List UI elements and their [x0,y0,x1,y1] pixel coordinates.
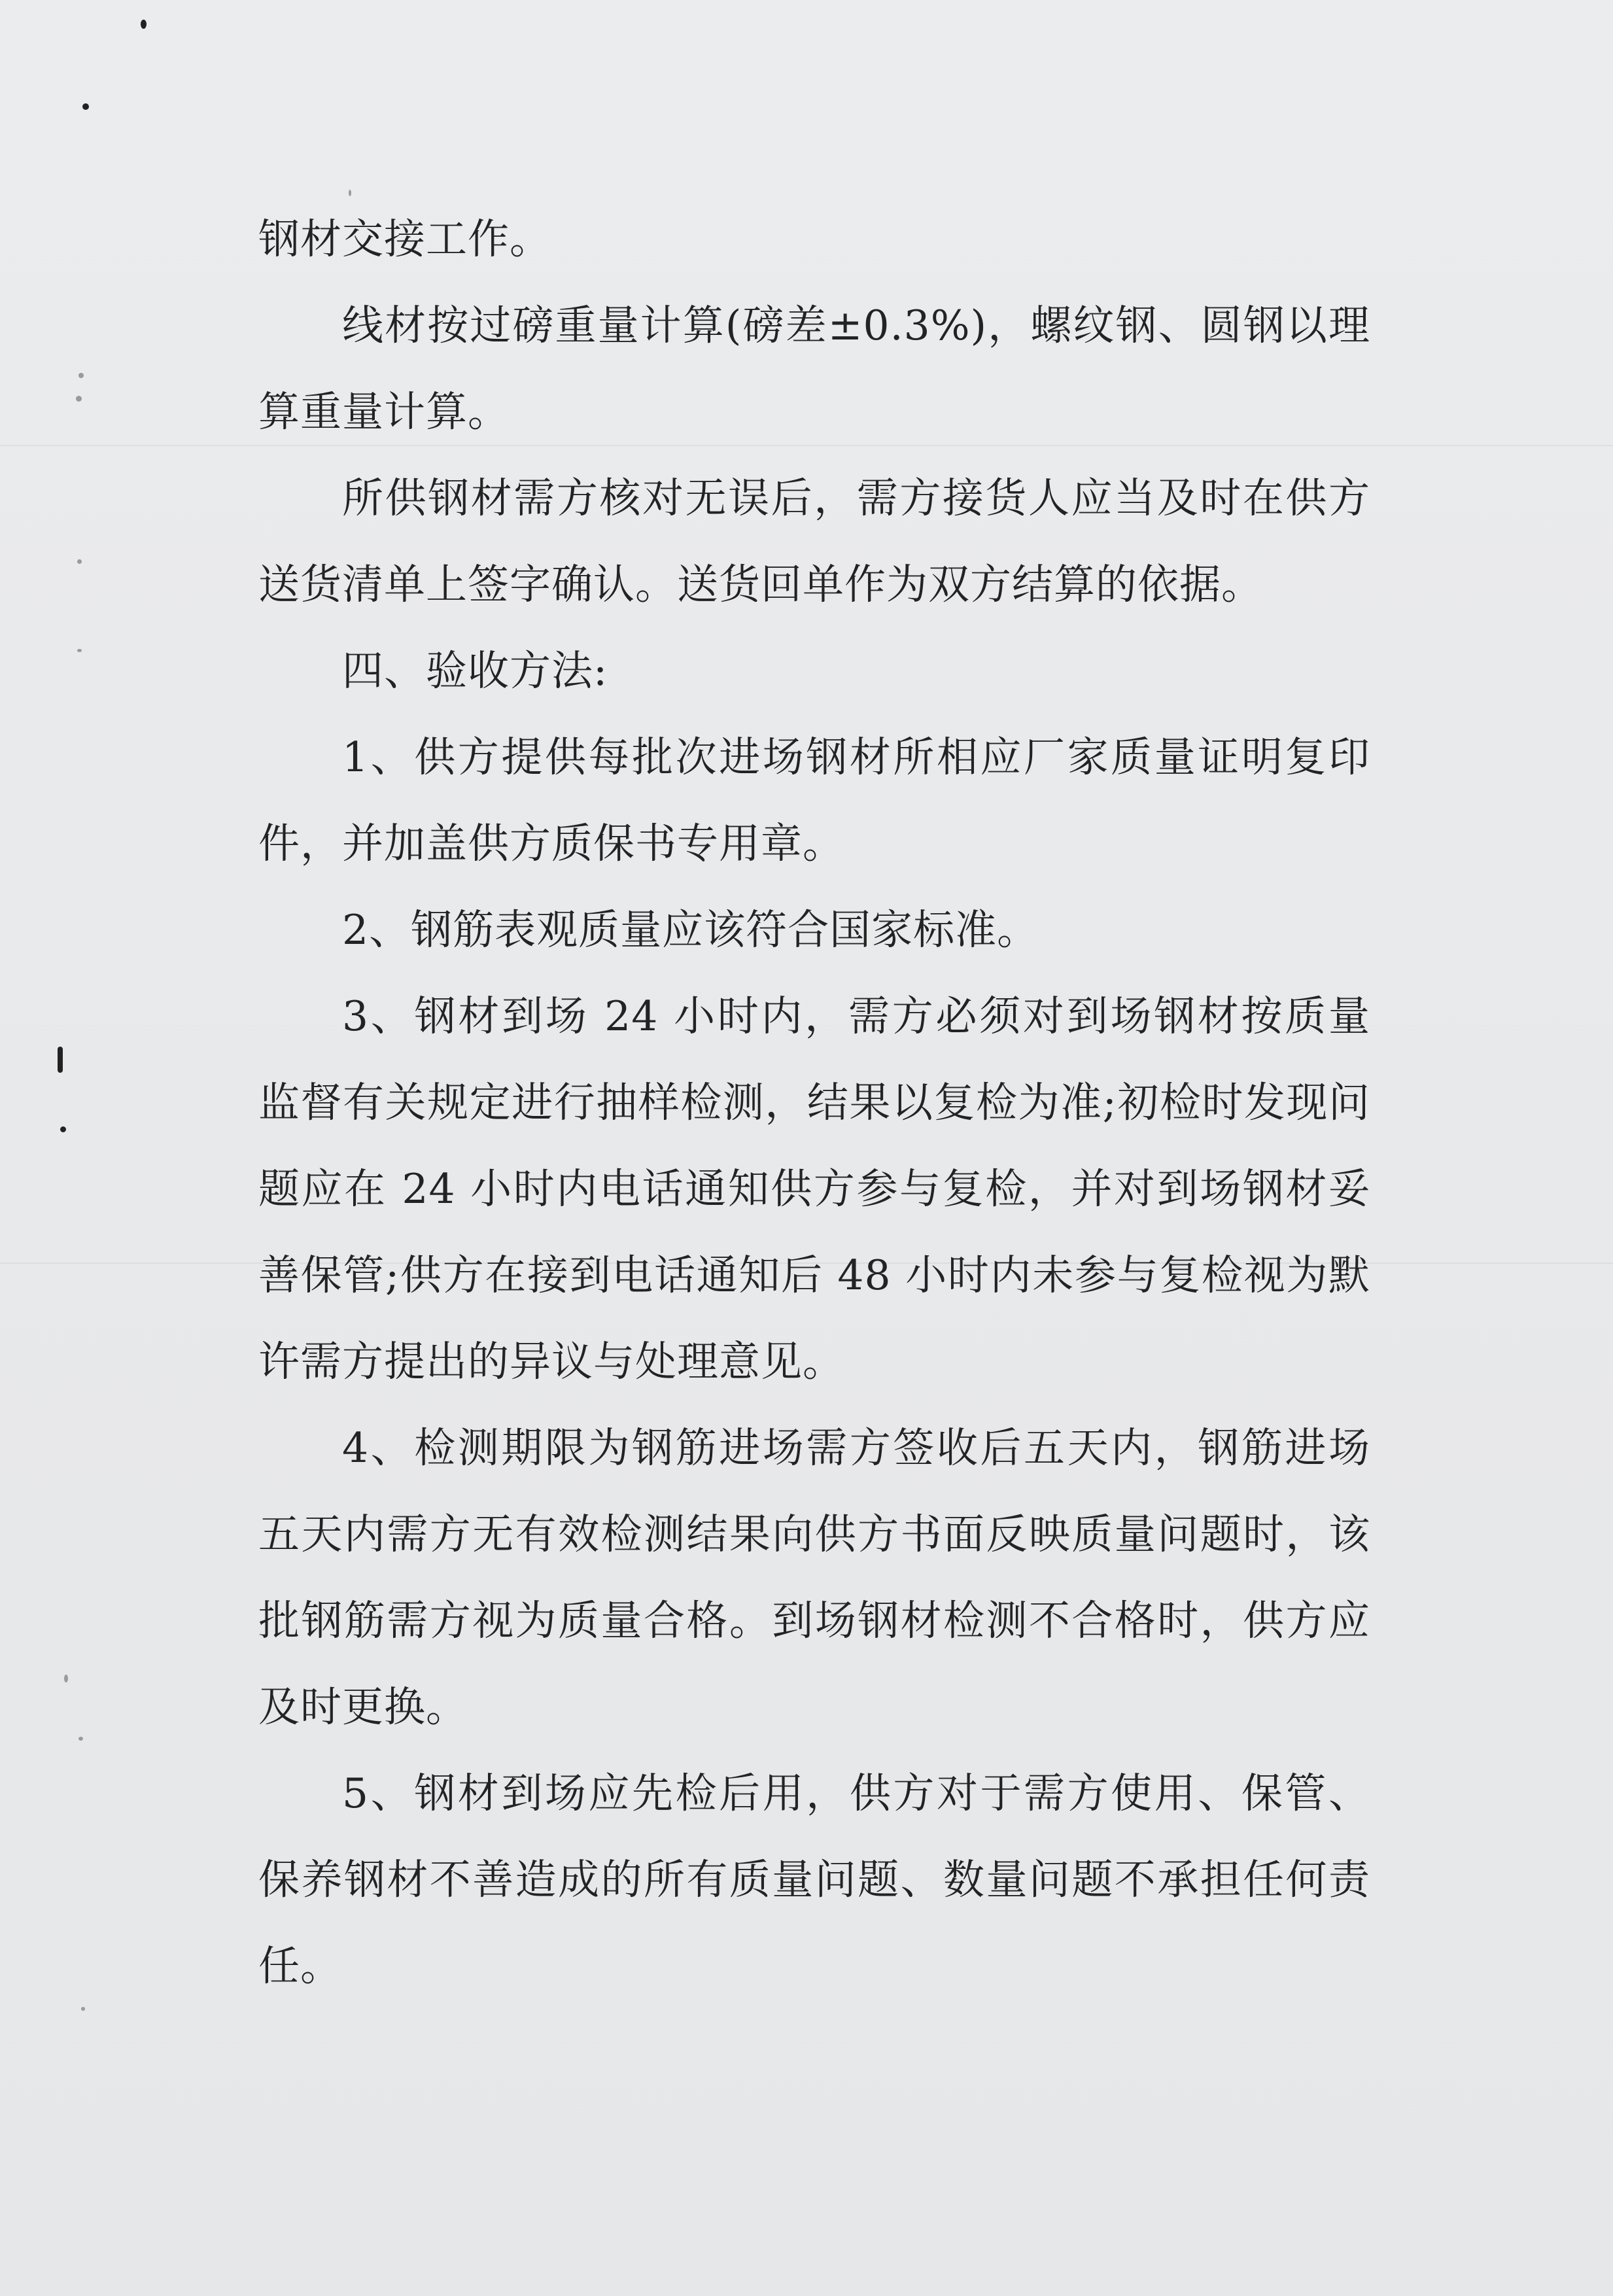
paragraph: 4、检测期限为钢筋进场需方签收后五天内，钢筋进场五天内需方无有效检测结果向供方书面反映质量问题时，该批钢筋需方视为质量合格。到场钢材检测不合格时，供方应及时更换。 [258,1424,1370,1731]
paragraph: 所供钢材需方核对无误后，需方接货人应当及时在供方送货清单上签字确认。送货回单作为双方结算的依据。 [258,474,1370,608]
scan-speck [141,20,147,29]
scan-speck [78,1737,83,1741]
scan-speck [60,1126,66,1132]
scan-speck [349,190,351,196]
scan-speck [76,396,82,402]
scan-speck [77,559,82,564]
scan-speck [58,1047,63,1073]
section-heading: 四、验收方法: [342,647,608,695]
scan-speck [82,103,89,110]
document-body [258,196,1370,2009]
paragraph: 5、钢材到场应先检后用，供方对于需方使用、保管、保养钢材不善造成的所有质量问题、数量问题不承担任何责任。 [258,1769,1370,1990]
paragraph: 1、供方提供每批次进场钢材所相应厂家质量证明复印件，并加盖供方质保书专用章。 [258,733,1370,867]
paragraph: 线材按过磅重量计算(磅差±0.3%)，螺纹钢、圆钢以理算重量计算。 [258,302,1370,436]
paragraph: 2、钢筋表观质量应该符合国家标准。 [342,906,1039,954]
paragraph: 3、钢材到场 24 小时内，需方必须对到场钢材按质量监督有关规定进行抽样检测，结果以复检为准;初检时发现问题应在 24 小时内电话通知供方参与复检，并对到场钢材妥善保管;供方在接到电话通知后 48 小时内未参与复检视为默许需方提出的异议与处理意见。 [258,992,1370,1385]
scan-speck [78,373,84,378]
scan-speck [81,2007,85,2011]
scan-speck [64,1675,68,1682]
scan-speck [77,649,82,652]
paragraph: 钢材交接工作。 [258,215,551,263]
